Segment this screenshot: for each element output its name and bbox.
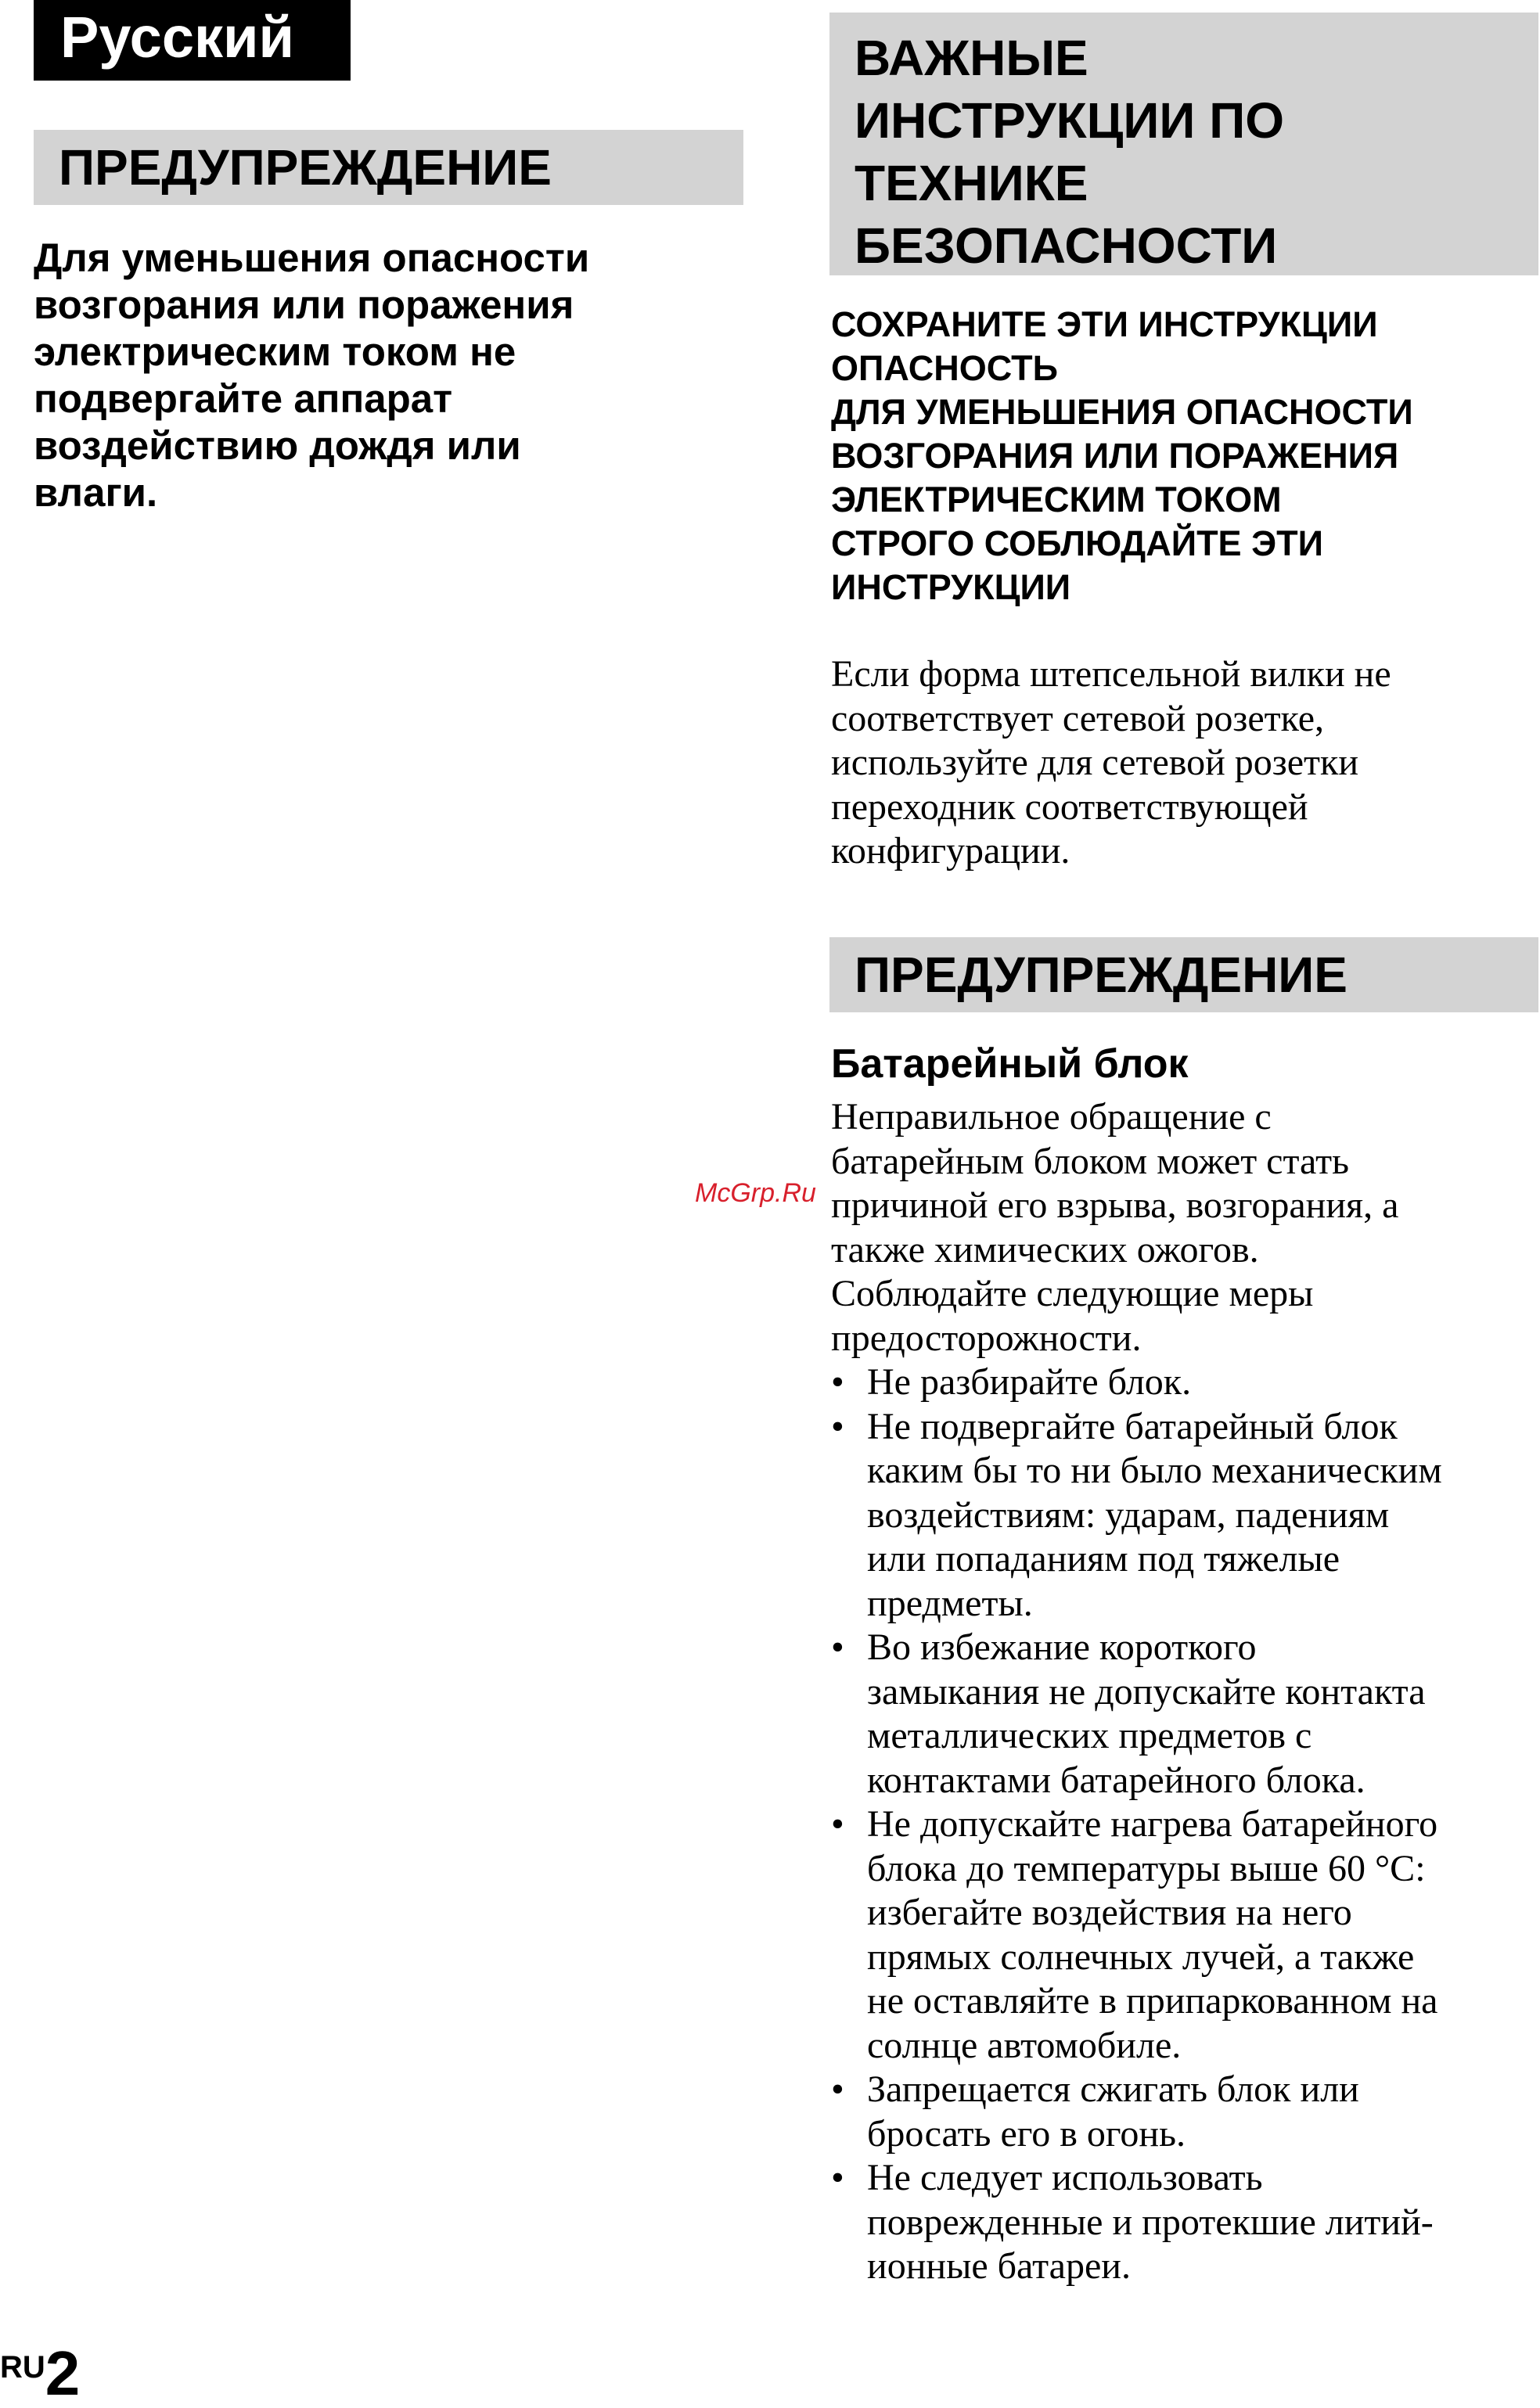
page-number-value: 2 — [45, 2338, 81, 2408]
warning-heading-right: ПРЕДУПРЕЖДЕНИЕ — [829, 937, 1538, 1012]
text-line: предметы. — [867, 1582, 1033, 1624]
text-line: Не допускайте нагрева батарейного — [867, 1803, 1438, 1845]
text-line: возгорания или поражения — [34, 282, 574, 327]
important-instructions-heading — [829, 13, 1538, 275]
battery-section — [831, 1095, 1540, 2289]
heading-line: ИНСТРУКЦИИ ПО — [855, 92, 1284, 149]
page-number-prefix: RU — [0, 2350, 45, 2385]
text-line: переходник соответствующей — [831, 785, 1308, 828]
text-line: причиной его взрыва, возгорания, а — [831, 1184, 1399, 1226]
text-line: контактами батарейного блока. — [867, 1759, 1365, 1801]
caps-line: СОХРАНИТЕ ЭТИ ИНСТРУКЦИИ — [831, 304, 1378, 344]
text-line: соответствует сетевой розетке, — [831, 697, 1325, 739]
text-line: металлических предметов с — [867, 1715, 1312, 1756]
text-line: избегайте воздействия на него — [867, 1892, 1352, 1933]
language-tab: Русский — [34, 0, 351, 81]
page-number — [0, 2338, 81, 2408]
list-item — [831, 1626, 1540, 1802]
text-line: используйте для сетевой розетки — [831, 742, 1359, 783]
list-item — [831, 1802, 1540, 2068]
caps-line: ОПАСНОСТЬ — [831, 348, 1058, 388]
plug-adapter-paragraph — [831, 652, 1540, 874]
text-line: подвергайте аппарат — [34, 376, 453, 421]
text-line: или попаданиям под тяжелые — [867, 1538, 1340, 1580]
caps-line: ЭЛЕКТРИЧЕСКИМ ТОКОМ — [831, 480, 1282, 519]
text-line: Не следует использовать — [867, 2157, 1263, 2198]
caps-line: ИНСТРУКЦИИ — [831, 567, 1071, 607]
text-line: прямых солнечных лучей, а также — [867, 1935, 1415, 1978]
text-line: также химических ожогов. — [831, 1228, 1259, 1270]
bullet-icon: • — [831, 1361, 844, 1403]
text-line: воздействию дождя или — [34, 423, 521, 468]
text-line: Во избежание короткого — [867, 1626, 1257, 1668]
text-line: Если форма штепсельной вилки не — [831, 653, 1391, 695]
text-line: ионные батареи. — [867, 2245, 1131, 2287]
text-line: Неправильное обращение с — [831, 1096, 1272, 1138]
list-item — [831, 1360, 1540, 1405]
caps-line: ДЛЯ УМЕНЬШЕНИЯ ОПАСНОСТИ — [831, 392, 1413, 432]
list-item — [831, 2068, 1540, 2156]
heading-line: ТЕХНИКЕ — [855, 155, 1088, 211]
text-line: Запрещается сжигать блок или — [867, 2068, 1359, 2110]
text-line: Соблюдайте следующие меры — [831, 1273, 1314, 1314]
heading-line: БЕЗОПАСНОСТИ — [855, 217, 1278, 274]
warning-paragraph-left — [34, 235, 754, 516]
bullet-icon: • — [831, 1626, 844, 1668]
text-line: не оставляйте в припаркованном на — [867, 1980, 1438, 2022]
text-line: конфигурации. — [831, 830, 1070, 872]
heading-line: ВАЖНЫЕ — [855, 30, 1088, 86]
text-line: замыкания не допускайте контакта — [867, 1670, 1426, 1713]
battery-precautions-list — [831, 1360, 1540, 2289]
bullet-icon: • — [831, 2157, 844, 2198]
text-line: Для уменьшения опасности — [34, 235, 590, 280]
text-line: Не разбирайте блок. — [867, 1361, 1192, 1403]
list-item — [831, 1405, 1540, 1626]
text-line: Не подвергайте батарейный блок — [867, 1405, 1398, 1447]
text-line: блока до температуры выше 60 °C: — [867, 1847, 1426, 1889]
text-line: поврежденные и протекшие литий- — [867, 2201, 1434, 2243]
text-line: воздействиям: ударам, падениям — [867, 1493, 1390, 1536]
text-line: каким бы то ни было механическим — [867, 1450, 1442, 1491]
bullet-icon: • — [831, 2068, 844, 2110]
text-line: солнце автомобиле. — [867, 2024, 1182, 2066]
text-line: влаги. — [34, 470, 158, 515]
danger-caps-block — [831, 303, 1540, 609]
text-line: предосторожности. — [831, 1317, 1142, 1359]
text-line: бросать его в огонь. — [867, 2112, 1186, 2155]
text-line: батарейным блоком может стать — [831, 1140, 1349, 1182]
caps-line: СТРОГО СОБЛЮДАЙТЕ ЭТИ — [831, 523, 1323, 563]
text-line: электрическим током не — [34, 329, 516, 374]
bullet-icon: • — [831, 1405, 844, 1447]
warning-heading-left: ПРЕДУПРЕЖДЕНИЕ — [34, 130, 743, 205]
battery-subheading: Батарейный блок — [831, 1041, 1189, 1087]
caps-line: ВОЗГОРАНИЯ ИЛИ ПОРАЖЕНИЯ — [831, 436, 1399, 476]
list-item — [831, 2156, 1540, 2289]
bullet-icon: • — [831, 1803, 844, 1845]
watermark-link[interactable]: McGrp.Ru — [695, 1178, 816, 1208]
